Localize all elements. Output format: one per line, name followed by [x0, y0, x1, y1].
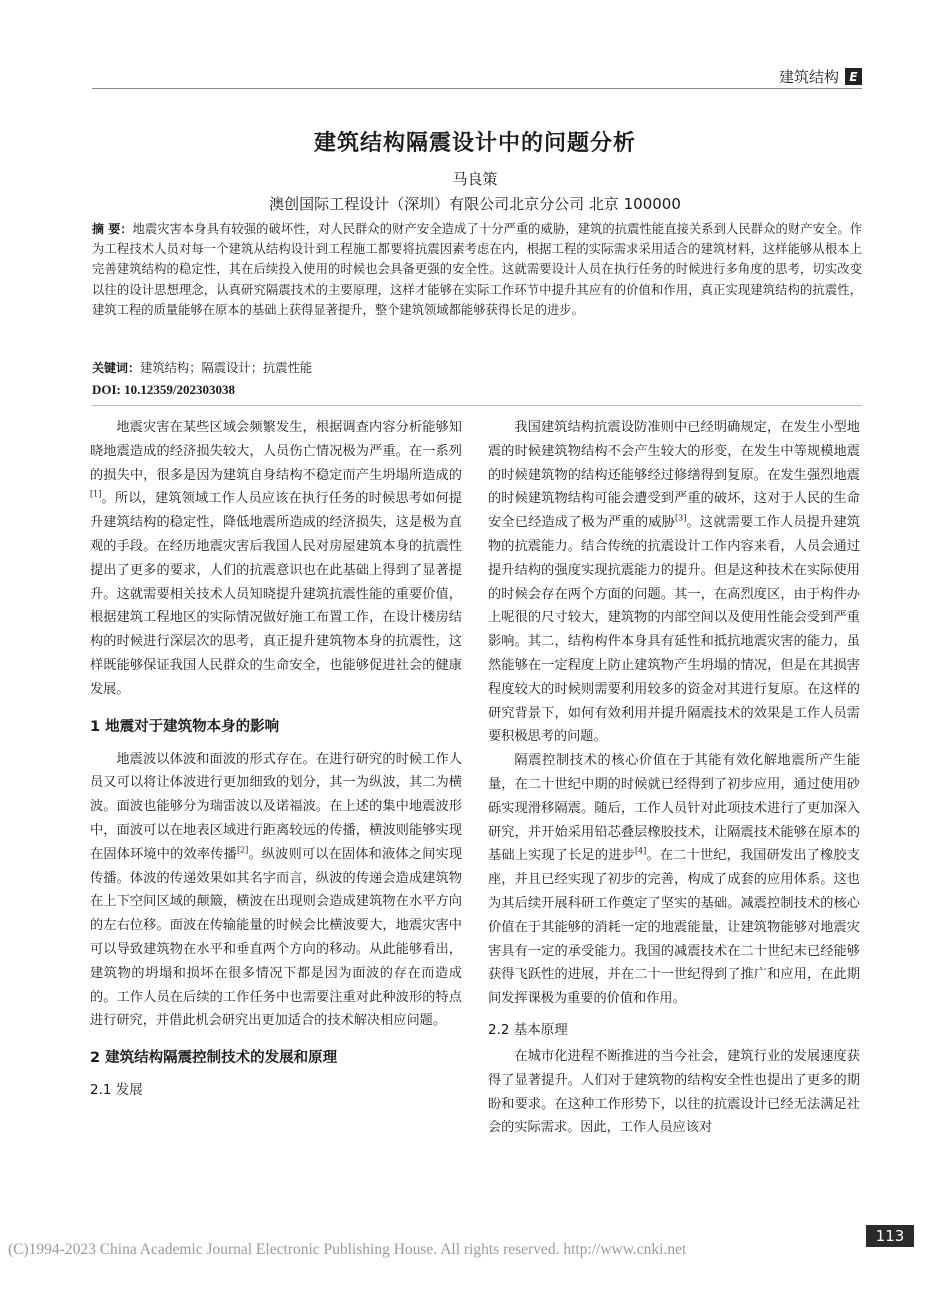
right-paragraph-2-text: 隔震控制技术的核心价值在于其能有效化解地震所产生能量，在二十世纪中期的时候就已经得到了初步应用，通过使用砂砾实现滑移隔震。随后，工作人员针对此项技术进行了更加深入研究，并开始采用铅芯叠层橡胶技术，让隔震技术能够在原本的基础上实现了长足的进步 [488, 753, 860, 864]
right-paragraph-3: 在城市化进程不断推进的当今社会，建筑行业的发展速度获得了显著提升。人们对于建筑物的结构安全性也提出了更多的期盼和要求。在这种工作形势下，以往的抗震设计已经无法满足社会的实际需求。因此，工作人员应该对 [488, 1048, 860, 1136]
subsection-heading-2-2: 2.2 基本原理 [488, 1021, 568, 1038]
running-header [779, 66, 862, 87]
abstract-text: 地震灾害本身具有较强的破坏性，对人民群众的财产安全造成了十分严重的威胁，建筑的抗震性能直接关系到人民群众的财产安全。作为工程技术人员对每一个建筑从结构设计到工程施工都要将抗震因素考虑在内，根据工程的实际需求采用适合的建筑材料，这样能够从根本上完善建筑结构的稳定性，其在后续投入使用的时候也会具备更强的安全性。这就需要设计人员在执行任务的时候进行多角度的思考，切实改变以往的设计思想理念，认真研究隔震技术的主要原理，这样才能够在实际工作环节中提升其应有的价值和作用，真正实现建筑结构的抗震性，建筑工程的质量能够在原本的基础上获得显著提升，整个建筑领域都能够获得长足的进步。 [92, 222, 862, 317]
journal-logo-icon: E [845, 68, 862, 85]
right-column [488, 416, 860, 1140]
author-affiliation: 澳创国际工程设计（深圳）有限公司北京分公司 北京 100000 [269, 195, 681, 213]
journal-section-name: 建筑结构 [778, 68, 839, 86]
article-title: 建筑结构隔震设计中的问题分析 [313, 131, 636, 156]
intro-text-rest: 。所以，建筑领域工作人员应该在执行任务的时候思考如何提升建筑结构的稳定性，降低地震所造成的经济损失，这是极为直观的手段。在经历地震灾害后我国人民对房屋建筑本身的抗震性提出了更多的要求，人们的抗震意识也在此基础上得到了显著提升。这就需要相关技术人员知晓提升建筑抗震性能的重要价值，根据建筑工程地区的实际情况做好施工布置工作，在设计楼房结构的时候进行深层次的思考，真正提升建筑物本身的抗震性，这样既能够保证我国人民群众的生命安全，也能够促进社会的健康发展。 [90, 491, 462, 697]
citation-ref-2[interactable]: [2] [236, 845, 249, 855]
section-heading-1: 1 地震对于建筑物本身的影响 [90, 718, 280, 735]
right-paragraph-1-text: 我国建筑结构抗震设防准则中已经明确规定，在发生小型地震的时候建筑物结构不会产生较大的形变，在发生中等规模地震的时候建筑物的结构还能够经过修缮得到复原。在发生强烈地震的时候建筑物结构可能会遭受到严重的破坏，这对于人民的生命安全已经造成了极为严重的威胁 [488, 420, 860, 531]
intro-text: 地震灾害在某些区域会频繁发生，根据调查内容分析能够知晓地震造成的经济损失较大，人员伤亡情况极为严重。在一系列的损失中，很多是因为建筑自身结构不稳定而产生坍塌所造成的 [90, 420, 462, 483]
keywords-text: 建筑结构；隔震设计；抗震性能 [140, 361, 313, 375]
abstract-label: 摘 要： [92, 222, 133, 236]
right-paragraph-1-rest: 。这就需要工作人员提升建筑物的抗震能力。结合传统的抗震设计工作内容来看，人员会通过提升结构的强度实现抗震能力的提升。但是这种技术在实际使用的时候会存在两个方面的问题。其一，在高烈度区，由于构件办上呢很的尺寸较大，建筑物的内部空间以及使用性能会受到严重影响。其二，结构构件本身具有延性和抵抗地震灾害的能力，虽然能够在一定程度上防止建筑物产生坍塌的情况，但是在其损害程度较大的时候则需要利用较多的资金对其进行复原。在这样的研究背景下，如何有效利用并提升隔震技术的效果是工作人员需要积极思考的问题。 [488, 515, 861, 745]
citation-ref-4[interactable]: [4] [634, 846, 647, 856]
keywords [92, 358, 312, 376]
intro-paragraph [90, 416, 462, 702]
author-name: 马良策 [452, 170, 498, 188]
abstract [92, 219, 862, 320]
keywords-label: 关键词： [92, 361, 141, 375]
citation-ref-3[interactable]: [3] [675, 513, 687, 523]
section-1-text-rest: 。纵波则可以在固体和液体之间实现传播。体波的传递效果如其名字而言，纵波的传递会造成建筑物在上下空间区域的颠簸，横波在出现则会造成建筑物在水平方向的左右位移。面波在传输能量的时候会比横波要大，地震灾害中可以导致建筑物在水平和垂直两个方向的移动。从此能够看出，建筑物的坍塌和损坏在很多情况下都是因为面波的存在而造成的。工作人员在后续的工作任务中也需要注重对此种波形的特点进行研究，并借此机会研究出更加适合的技术解决相应问题。 [90, 846, 463, 1029]
section-1-text: 地震波以体波和面波的形式存在。在进行研究的时候工作人员又可以将让体波进行更加细致的划分，其一为纵波，其二为横波。面波也能够分为瑞雷波以及诺福波。在上述的集中地震波形中，面波可以在地表区域进行距离较远的传播，横波则能够实现在固体环境中的效率传播 [90, 751, 462, 862]
doi[interactable]: DOI: 10.12359/202303038 [92, 382, 235, 397]
page-number: 113 [866, 1225, 914, 1247]
section-1-paragraph [90, 748, 462, 1034]
abstract-divider [92, 405, 862, 406]
header-divider [92, 88, 862, 89]
right-paragraph-2-rest: 。在二十世纪，我国研发出了橡胶支座，并且已经实现了初步的完善，构成了成套的应用体系。这也为其后续开展科研工作奠定了坚实的基础。减震控制技术的核心价值在于其能够的消耗一定的地震能量，让建筑物能够对地震灾害具有一定的承受能力。我国的减震技术在二十世纪末已经能够获得飞跃性的进展，并在二十一世纪得到了推广和应用，在此期间发挥课极为重要的价值和作用。 [488, 848, 861, 1007]
section-heading-2: 2 建筑结构隔震控制技术的发展和原理 [90, 1050, 338, 1067]
left-column [90, 416, 462, 1105]
right-paragraph-2 [488, 749, 860, 1011]
copyright-footer: (C)1994-2023 China Academic Journal Electronic Publishing House. All rights reserved. http://www.cnki.net [8, 1241, 687, 1258]
right-paragraph-1 [488, 416, 860, 749]
citation-ref-1[interactable]: [1] [90, 490, 102, 499]
subsection-heading-2-1: 2.1 发展 [90, 1082, 143, 1099]
